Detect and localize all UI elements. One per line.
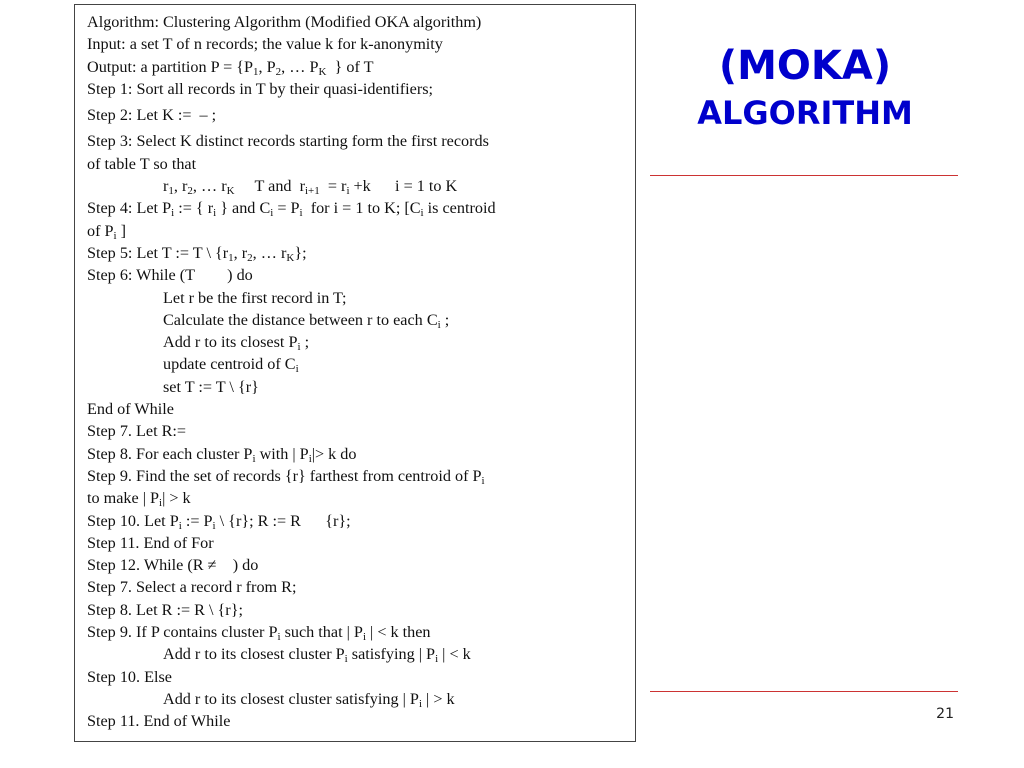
algorithm-line bbox=[87, 554, 625, 576]
algorithm-subscript: i bbox=[212, 519, 216, 532]
algorithm-line bbox=[87, 443, 625, 465]
algorithm-text: } of T bbox=[326, 57, 374, 76]
algorithm-line bbox=[87, 666, 625, 688]
algorithm-subscript: 1 bbox=[228, 251, 234, 264]
algorithm-text: |> k do bbox=[311, 444, 357, 463]
algorithm-text: , … r bbox=[192, 177, 227, 196]
algorithm-text: Step 1: Sort all records in T by their quasi-identifiers; bbox=[87, 79, 434, 98]
algorithm-text: = P bbox=[273, 199, 300, 218]
algorithm-line bbox=[87, 264, 625, 286]
algorithm-subscript: i bbox=[418, 697, 422, 710]
algorithm-subscript: i bbox=[481, 474, 485, 487]
algorithm-line bbox=[87, 104, 625, 126]
algorithm-text: } and C bbox=[216, 199, 271, 218]
algorithm-text: +k i = 1 to K bbox=[349, 177, 458, 196]
algorithm-text: , … P bbox=[281, 57, 319, 76]
algorithm-subscript: 1 bbox=[168, 185, 174, 198]
algorithm-line bbox=[87, 78, 625, 100]
algorithm-line bbox=[87, 33, 625, 55]
algorithm-text: Step 7. Select a record r from R; bbox=[87, 578, 297, 597]
algorithm-line bbox=[87, 465, 625, 487]
algorithm-text: ; bbox=[440, 310, 450, 329]
algorithm-text: := P bbox=[181, 511, 213, 530]
algorithm-text: Add r to its closest cluster P bbox=[163, 645, 345, 664]
algorithm-text: Step 6: While (T ) do bbox=[87, 266, 253, 285]
algorithm-line bbox=[87, 153, 625, 175]
algorithm-line bbox=[87, 197, 625, 219]
algorithm-text: Let r be the first record in T; bbox=[163, 288, 347, 307]
algorithm-subscript: i bbox=[159, 497, 163, 510]
algorithm-line bbox=[87, 353, 625, 375]
algorithm-text: is centroid bbox=[423, 199, 496, 218]
algorithm-line bbox=[87, 309, 625, 331]
algorithm-line bbox=[87, 576, 625, 598]
algorithm-text: , r bbox=[233, 243, 248, 262]
algorithm-text: | > k bbox=[422, 689, 455, 708]
algorithm-text: | > k bbox=[162, 489, 191, 508]
algorithm-line bbox=[87, 398, 625, 420]
algorithm-line bbox=[87, 242, 625, 264]
algorithm-subscript: i bbox=[420, 207, 424, 220]
algorithm-text: Input: a set T of n records; the value k for k-anonymity bbox=[87, 35, 443, 54]
algorithm-text: | < k bbox=[438, 645, 471, 664]
algorithm-text: Step 10. Else bbox=[87, 667, 172, 686]
algorithm-subscript: i bbox=[171, 207, 175, 220]
algorithm-line bbox=[87, 11, 625, 33]
algorithm-text: Step 3: Select K distinct records starting form the first records bbox=[87, 132, 489, 151]
algorithm-text: = r bbox=[319, 177, 347, 196]
algorithm-text: T and r bbox=[234, 177, 305, 196]
algorithm-subscript: i bbox=[437, 318, 441, 331]
algorithm-line bbox=[87, 331, 625, 353]
algorithm-text: , r bbox=[173, 177, 188, 196]
algorithm-subscript: i bbox=[295, 363, 299, 376]
algorithm-line bbox=[87, 510, 625, 532]
algorithm-line bbox=[87, 643, 625, 665]
algorithm-text: , … r bbox=[252, 243, 287, 262]
slide-title-line1: (MOKA) bbox=[718, 43, 892, 89]
algorithm-text: Step 5: Let T := T \ {r bbox=[87, 243, 229, 262]
algorithm-text: set T := T \ {r} bbox=[163, 377, 259, 396]
slide-title bbox=[650, 40, 960, 134]
algorithm-subscript: i+1 bbox=[305, 185, 320, 198]
algorithm-line bbox=[87, 710, 625, 732]
algorithm-subscript: i bbox=[299, 207, 303, 220]
algorithm-subscript: i bbox=[113, 229, 117, 242]
algorithm-line bbox=[87, 220, 625, 242]
algorithm-subscript: i bbox=[344, 653, 348, 666]
algorithm-line bbox=[87, 175, 625, 197]
algorithm-text: | < k then bbox=[366, 623, 431, 642]
algorithm-text: satisfying | P bbox=[347, 645, 436, 664]
algorithm-text: of P bbox=[87, 221, 114, 240]
algorithm-subscript: i bbox=[297, 341, 301, 354]
slide-title-line2: ALGORITHM bbox=[697, 94, 913, 132]
algorithm-subscript: i bbox=[213, 207, 217, 220]
algorithm-text: r bbox=[163, 177, 169, 196]
algorithm-subscript: K bbox=[286, 251, 295, 264]
algorithm-subscript: 2 bbox=[247, 251, 253, 264]
algorithm-box bbox=[74, 4, 636, 742]
algorithm-line bbox=[87, 130, 625, 152]
algorithm-text: Add r to its closest cluster satisfying | P bbox=[163, 689, 419, 708]
algorithm-text: ; bbox=[300, 333, 310, 352]
algorithm-text: to make | P bbox=[87, 489, 160, 508]
algorithm-line bbox=[87, 287, 625, 309]
algorithm-subscript: 2 bbox=[187, 185, 193, 198]
algorithm-text: }; bbox=[294, 243, 307, 262]
algorithm-subscript: i bbox=[270, 207, 274, 220]
algorithm-line bbox=[87, 376, 625, 398]
algorithm-text: Step 12. While (R ≠ ) do bbox=[87, 556, 259, 575]
algorithm-subscript: 1 bbox=[253, 65, 259, 78]
algorithm-line bbox=[87, 532, 625, 554]
algorithm-subscript: K bbox=[318, 65, 327, 78]
algorithm-text: \ {r}; R := R {r}; bbox=[215, 511, 351, 530]
algorithm-line bbox=[87, 420, 625, 442]
algorithm-text: Step 11. End of While bbox=[87, 712, 231, 731]
divider-top bbox=[650, 175, 958, 176]
algorithm-text: Step 7. Let R:= bbox=[87, 422, 187, 441]
algorithm-text: Step 8. Let R := R \ {r}; bbox=[87, 600, 243, 619]
algorithm-text: Step 9. Find the set of records {r} farthest from centroid of P bbox=[87, 466, 482, 485]
algorithm-text: Step 4: Let P bbox=[87, 199, 172, 218]
algorithm-line bbox=[87, 487, 625, 509]
algorithm-subscript: 2 bbox=[275, 65, 282, 78]
algorithm-text: Add r to its closest P bbox=[163, 333, 298, 352]
algorithm-text: such that | P bbox=[280, 623, 363, 642]
algorithm-subscript: i bbox=[346, 185, 350, 198]
divider-bottom bbox=[650, 691, 958, 692]
algorithm-text: Algorithm: Clustering Algorithm (Modified OKA algorithm) bbox=[87, 13, 482, 31]
algorithm-text: ] bbox=[116, 221, 127, 240]
algorithm-subscript: i bbox=[435, 653, 439, 666]
page-number: 21 bbox=[936, 706, 954, 722]
algorithm-text: Calculate the distance between r to each C bbox=[163, 310, 438, 329]
algorithm-text: End of While bbox=[87, 400, 174, 419]
algorithm-text: update centroid of C bbox=[163, 355, 296, 374]
algorithm-text: Step 2: Let K := – ; bbox=[87, 106, 217, 125]
algorithm-line bbox=[87, 56, 625, 78]
algorithm-line bbox=[87, 599, 625, 621]
algorithm-subscript: i bbox=[277, 631, 281, 644]
algorithm-text: Step 9. If P contains cluster P bbox=[87, 623, 278, 642]
algorithm-text: of table T so that bbox=[87, 154, 197, 173]
algorithm-subscript: i bbox=[308, 452, 312, 465]
algorithm-line bbox=[87, 688, 625, 710]
algorithm-text: with | P bbox=[255, 444, 309, 463]
algorithm-text: := { r bbox=[174, 199, 214, 218]
algorithm-subscript: i bbox=[178, 519, 182, 532]
algorithm-text: Step 10. Let P bbox=[87, 511, 179, 530]
algorithm-text: , P bbox=[258, 57, 276, 76]
algorithm-text: Step 11. End of For bbox=[87, 533, 214, 552]
algorithm-subscript: i bbox=[252, 452, 256, 465]
algorithm-text: Step 8. For each cluster P bbox=[87, 444, 253, 463]
algorithm-subscript: K bbox=[226, 185, 235, 198]
algorithm-text: Output: a partition P = {P bbox=[87, 57, 254, 76]
algorithm-line bbox=[87, 621, 625, 643]
algorithm-subscript: i bbox=[362, 631, 366, 644]
algorithm-text: for i = 1 to K; [C bbox=[302, 199, 421, 218]
